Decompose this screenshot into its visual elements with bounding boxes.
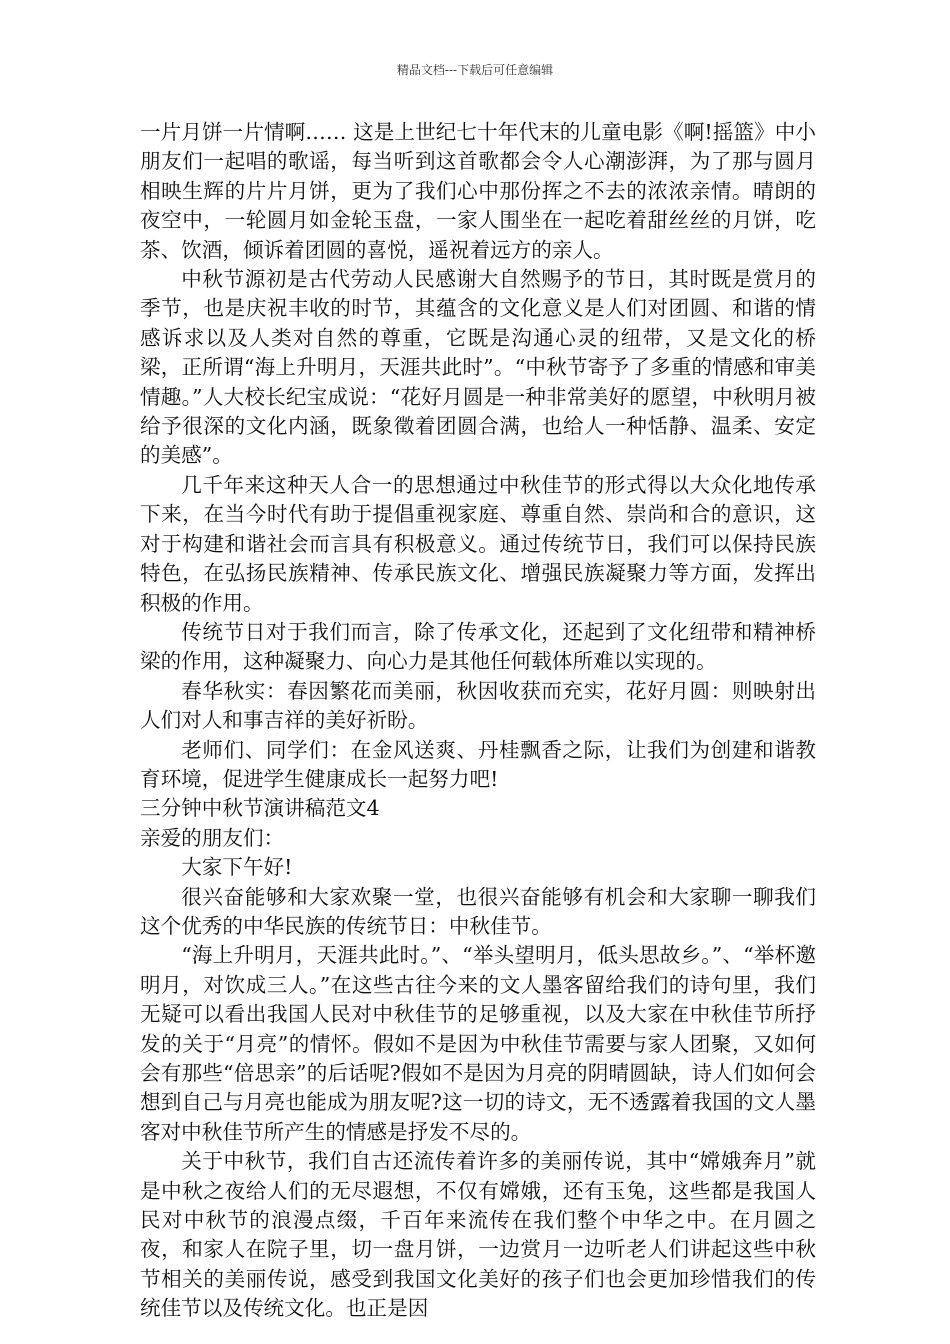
paragraph: 一片月饼一片情啊…… 这是上世纪七十年代末的儿童电影《啊!摇篮》中小朋友们一起唱的歌谣，每当听到这首歌都会令人心潮澎湃，为了那与圆月相映生辉的片片月饼，更为了我们心中那份挥之不去的浓浓亲情。晴朗的夜空中，一轮圆月如金轮玉盘，一家人围坐在一起吃着甜丝丝的月饼，吃茶、饮酒，倾诉着团圆的喜悦，遥祝着远方的亲人。	[140, 120, 816, 262]
paragraph: “海上升明月，天涯共此时。”、“举头望明月，低头思故乡。”、“举杯邀明月，对饮成三人。”在这些古往今来的文人墨客留给我们的诗句里，我们无疑可以看出我国人民对中秋佳节的足够重视，以及大家在中秋佳节所抒发的关于“月亮”的情怀。假如不是因为中秋佳节需要与家人团聚，又如何会有那些“倍思亲”的后话呢?假如不是因为月亮的阴晴圆缺，诗人们如何会想到自己与月亮也能成为朋友呢?这一切的诗文，无不透露着我国的文人墨客对中秋佳节所产生的情感是抒发不尽的。	[140, 943, 816, 1144]
document-body	[140, 118, 816, 1324]
salutation: 亲爱的朋友们：	[140, 825, 285, 850]
greeting: 大家下午好!	[181, 855, 293, 880]
paragraph: 传统节日对于我们而言，除了传承文化，还起到了文化纽带和精神桥梁的作用，这种凝聚力、向心力是其他任何载体所难以实现的。	[140, 619, 816, 674]
paragraph: 很兴奋能够和大家欢聚一堂，也很兴奋能够有机会和大家聊一聊我们这个优秀的中华民族的传统节日：中秋佳节。	[140, 884, 816, 938]
paragraph: 关于中秋节，我们自古还流传着许多的美丽传说，其中“嫦娥奔月”就是中秋之夜给人们的无尽遐想，不仅有嫦娥，还有玉兔，这些都是我国人民对中秋节的浪漫点缀，千百年来流传在我们整个中华之中。在月圆之夜，和家人在院子里，切一盘月饼，一边赏月一边听老人们讲起这些中秋节相关的美丽传说，感受到我国文化美好的孩子们也会更加珍惜我们的传统佳节以及传统文化。也正是因	[140, 1149, 816, 1321]
paragraph: 春华秋实：春因繁花而美丽，秋因收获而充实，花好月圆：则映射出人们对人和事吉祥的美好祈盼。	[140, 678, 816, 733]
paragraph: 几千年来这种天人合一的思想通过中秋佳节的形式得以大众化地传承下来，在当今时代有助于提倡重视家庭、尊重自然、崇尚和合的意识，这对于构建和谐社会而言具有积极意义。通过传统节日，我们可以保持民族特色，在弘扬民族精神、传承民族文化、增强民族凝聚力等方面，发挥出积极的作用。	[140, 472, 816, 615]
page-header: 精品文档---下载后可任意编辑	[396, 63, 554, 77]
section-title: 三分钟中秋节演讲稿范文4	[140, 796, 380, 821]
paragraph: 老师们、同学们：在金风送爽、丹桂飘香之际，让我们为创建和谐教育环境，促进学生健康成长一起努力吧!	[140, 737, 816, 791]
paragraph: 中秋节源初是古代劳动人民感谢大自然赐予的节日，其时既是赏月的季节，也是庆祝丰收的时节，其蕴含的文化意义是人们对团圆、和谐的情感诉求以及人类对自然的尊重，它既是沟通心灵的纽带，又是文化的桥梁，正所谓“海上升明月，天涯共此时”。“中秋节寄予了多重的情感和审美情趣。”人大校长纪宝成说：“花好月圆是一种非常美好的愿望，中秋明月被给予很深的文化内涵，既象徵着团圆合满，也给人一种恬静、温柔、安定的美感”。	[140, 267, 816, 468]
